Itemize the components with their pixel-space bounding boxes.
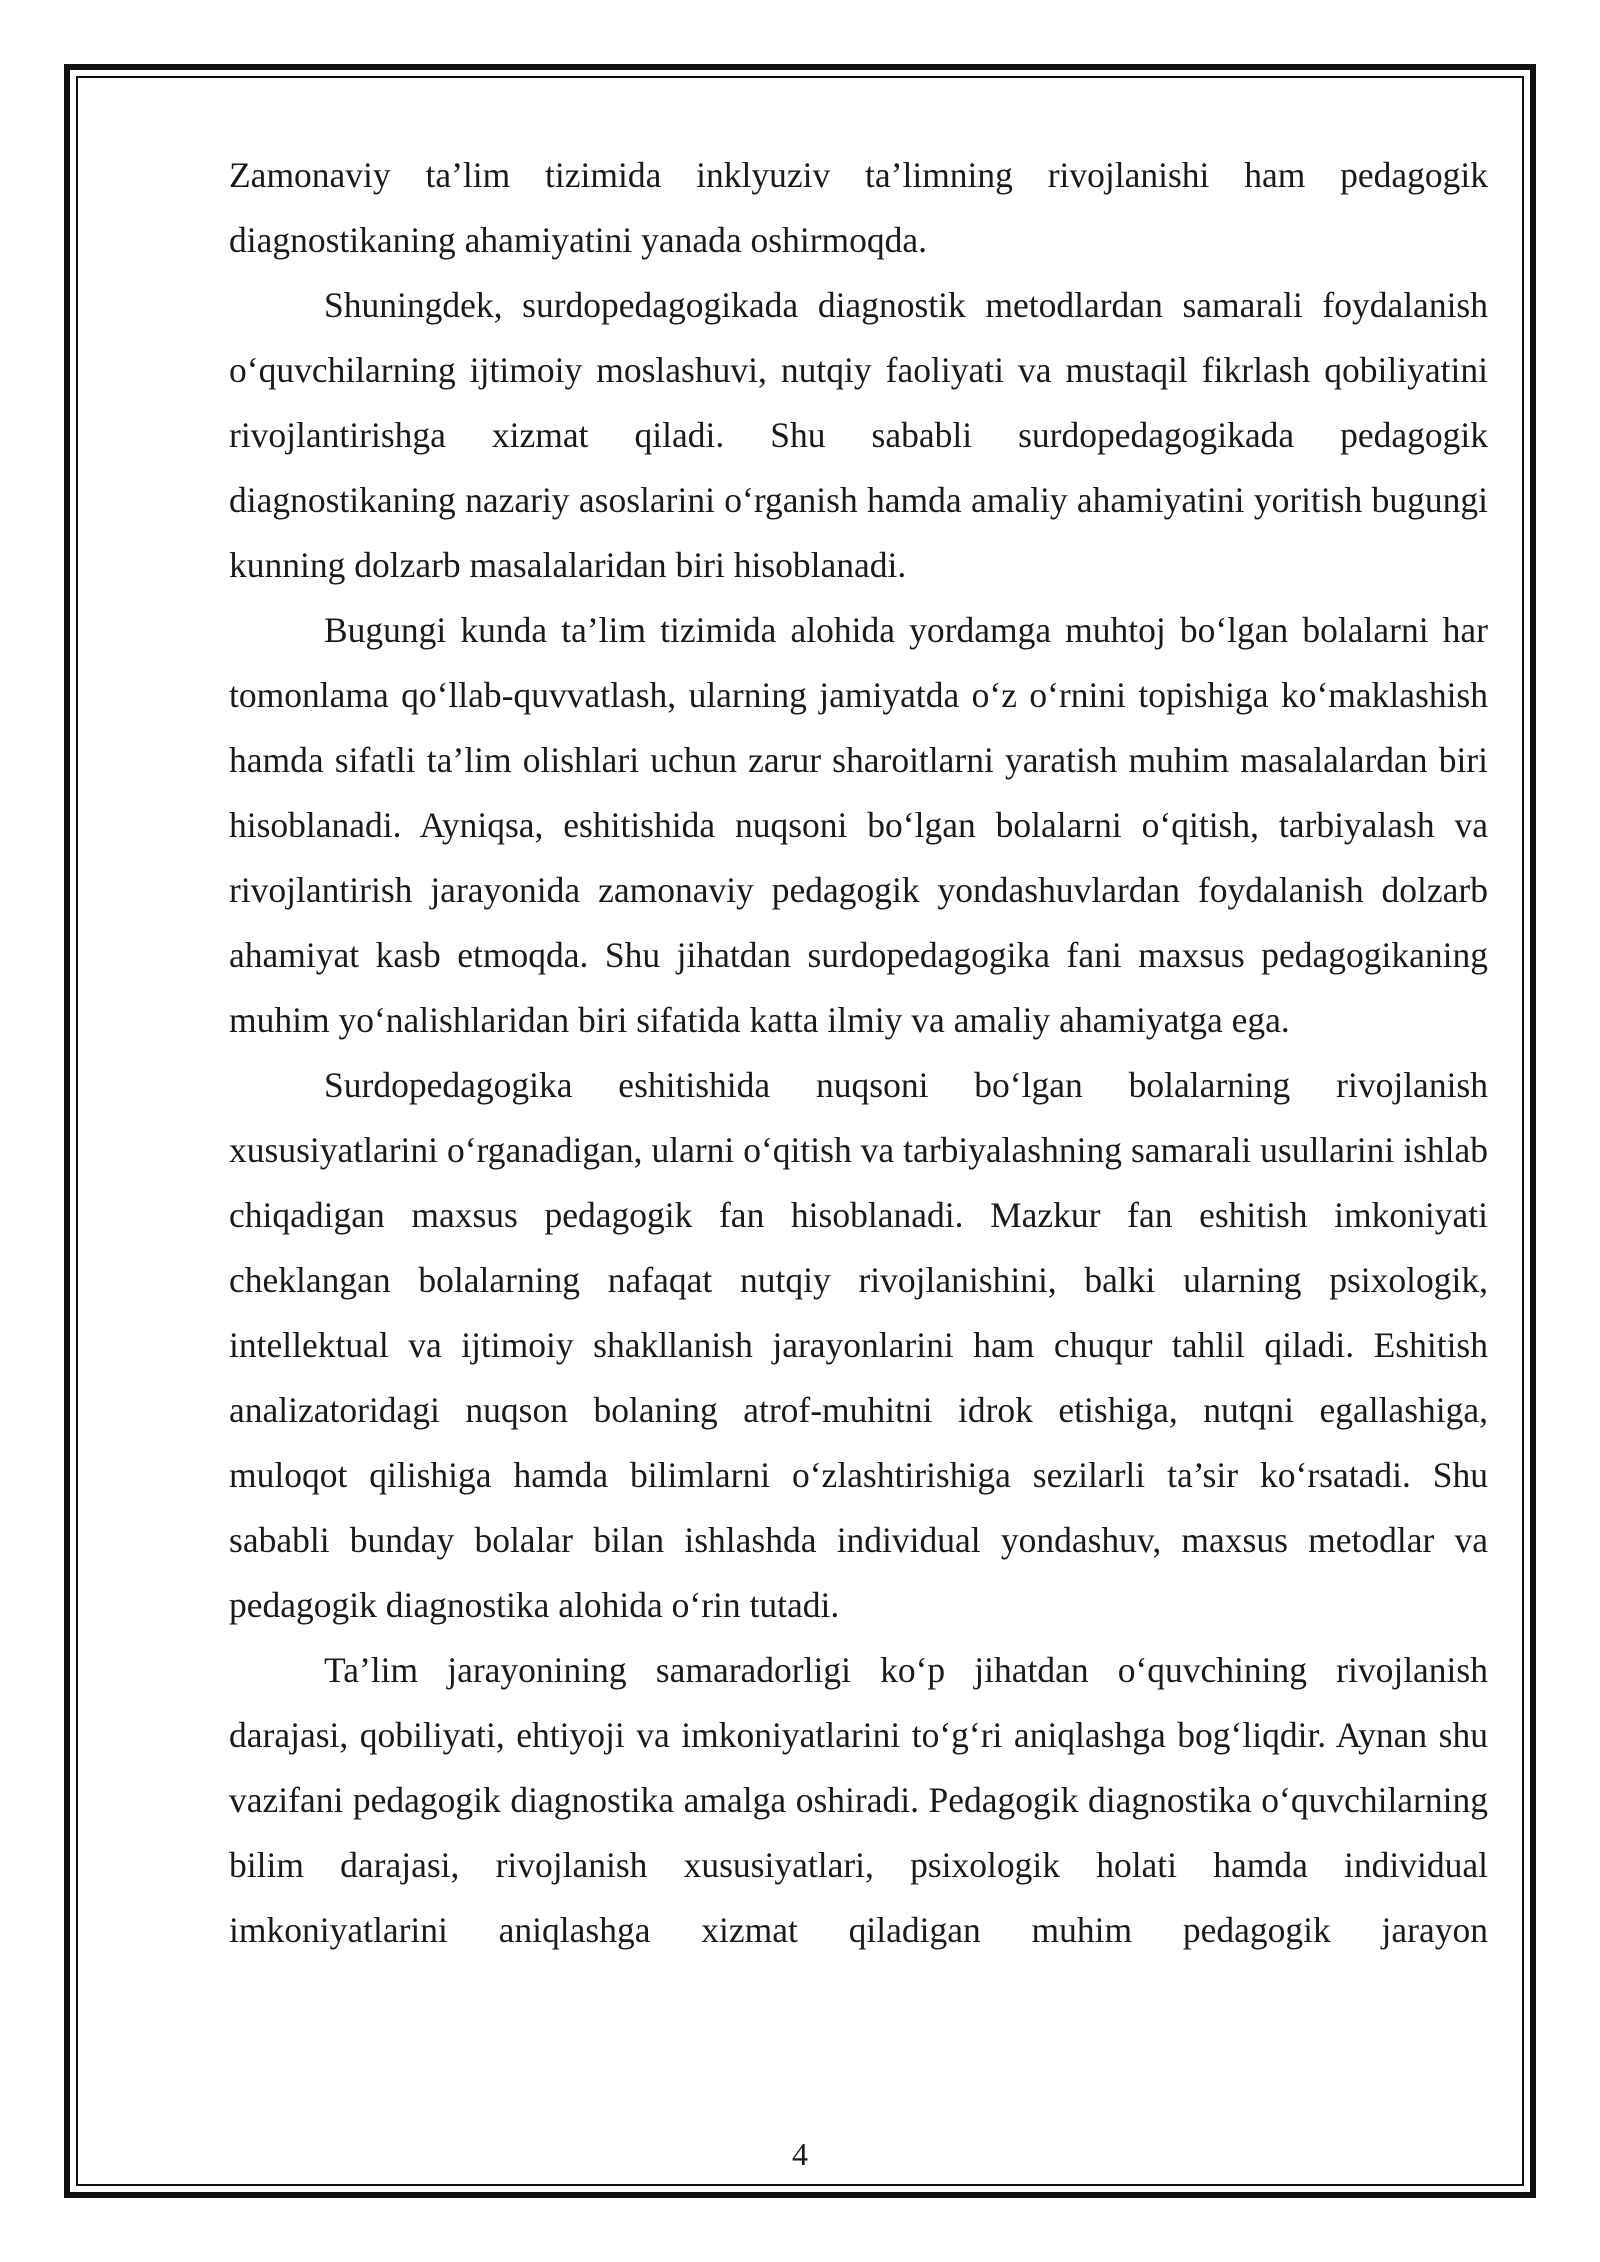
paragraph-5: Ta’lim jarayonining samaradorligi ko‘p jihatdan o‘quvchining rivojlanish darajasi, qobiliyati, ehtiyoji va imkoniyatlarini to‘g‘ri aniqlashga bog‘liqdir. Aynan shu vazifani pedagogik diagnostika amalga oshiradi. Pedagogik diagnostika o‘quvchilarning bilim darajasi, rivojlanish xususiyatlari, psixologik holati hamda individual imkoniyatlarini aniqlashga xizmat qiladigan muhim pedagogik jarayon (229, 1650, 1488, 1950)
paragraph-2: Shuningdek, surdopedagogikada diagnostik metodlardan samarali foydalanish o‘quvchilarning ijtimoiy moslashuvi, nutqiy faoliyati va mustaqil fikrlash qobiliyatini rivojlantirishga xizmat qiladi. Shu sababli surdopedagogikada pedagogik diagnostikaning nazariy asoslarini o‘rganish hamda amaliy ahamiyatini yoritish bugungi kunning dolzarb masalalaridan biri hisoblanadi. (229, 285, 1488, 585)
page-number: 4 (792, 2136, 808, 2172)
paragraph-1: Zamonaviy ta’lim tizimida inklyuziv ta’limning rivojlanishi ham pedagogik diagnostikaning ahamiyatini yanada oshirmoqda. (229, 155, 1488, 260)
document-body (229, 143, 1488, 1963)
paragraph-4: Surdopedagogika eshitishida nuqsoni bo‘lgan bolalarning rivojlanish xususiyatlarini o‘rganadigan, ularni o‘qitish va tarbiyalashning samarali usullarini ishlab chiqadigan maxsus pedagogik fan hisoblanadi. Mazkur fan eshitish imkoniyati cheklangan bolalarning nafaqat nutqiy rivojlanishini, balki ularning psixologik, intellektual va ijtimoiy shakllanish jarayonlarini ham chuqur tahlil qiladi. Eshitish analizatoridagi nuqson bolaning atrof-muhitni idrok etishiga, nutqni egallashiga, muloqot qilishiga hamda bilimlarni o‘zlashtirishiga sezilarli ta’sir ko‘rsatadi. Shu sababli bunday bolalar bilan ishlashda individual yondashuv, maxsus metodlar va pedagogik diagnostika alohida o‘rin tutadi. (229, 1065, 1488, 1625)
paragraph-3: Bugungi kunda ta’lim tizimida alohida yordamga muhtoj bo‘lgan bolalarni har tomonlama qo‘llab-quvvatlash, ularning jamiyatda o‘z o‘rnini topishiga ko‘maklashish hamda sifatli ta’lim olishlari uchun zarur sharoitlarni yaratish muhim masalalardan biri hisoblanadi. Ayniqsa, eshitishida nuqsoni bo‘lgan bolalarni o‘qitish, tarbiyalash va rivojlantirish jarayonida zamonaviy pedagogik yondashuvlardan foydalanish dolzarb ahamiyat kasb etmoqda. Shu jihatdan surdopedagogika fani maxsus pedagogikaning muhim yo‘nalishlaridan biri sifatida katta ilmiy va amaliy ahamiyatga ega. (229, 610, 1488, 1040)
